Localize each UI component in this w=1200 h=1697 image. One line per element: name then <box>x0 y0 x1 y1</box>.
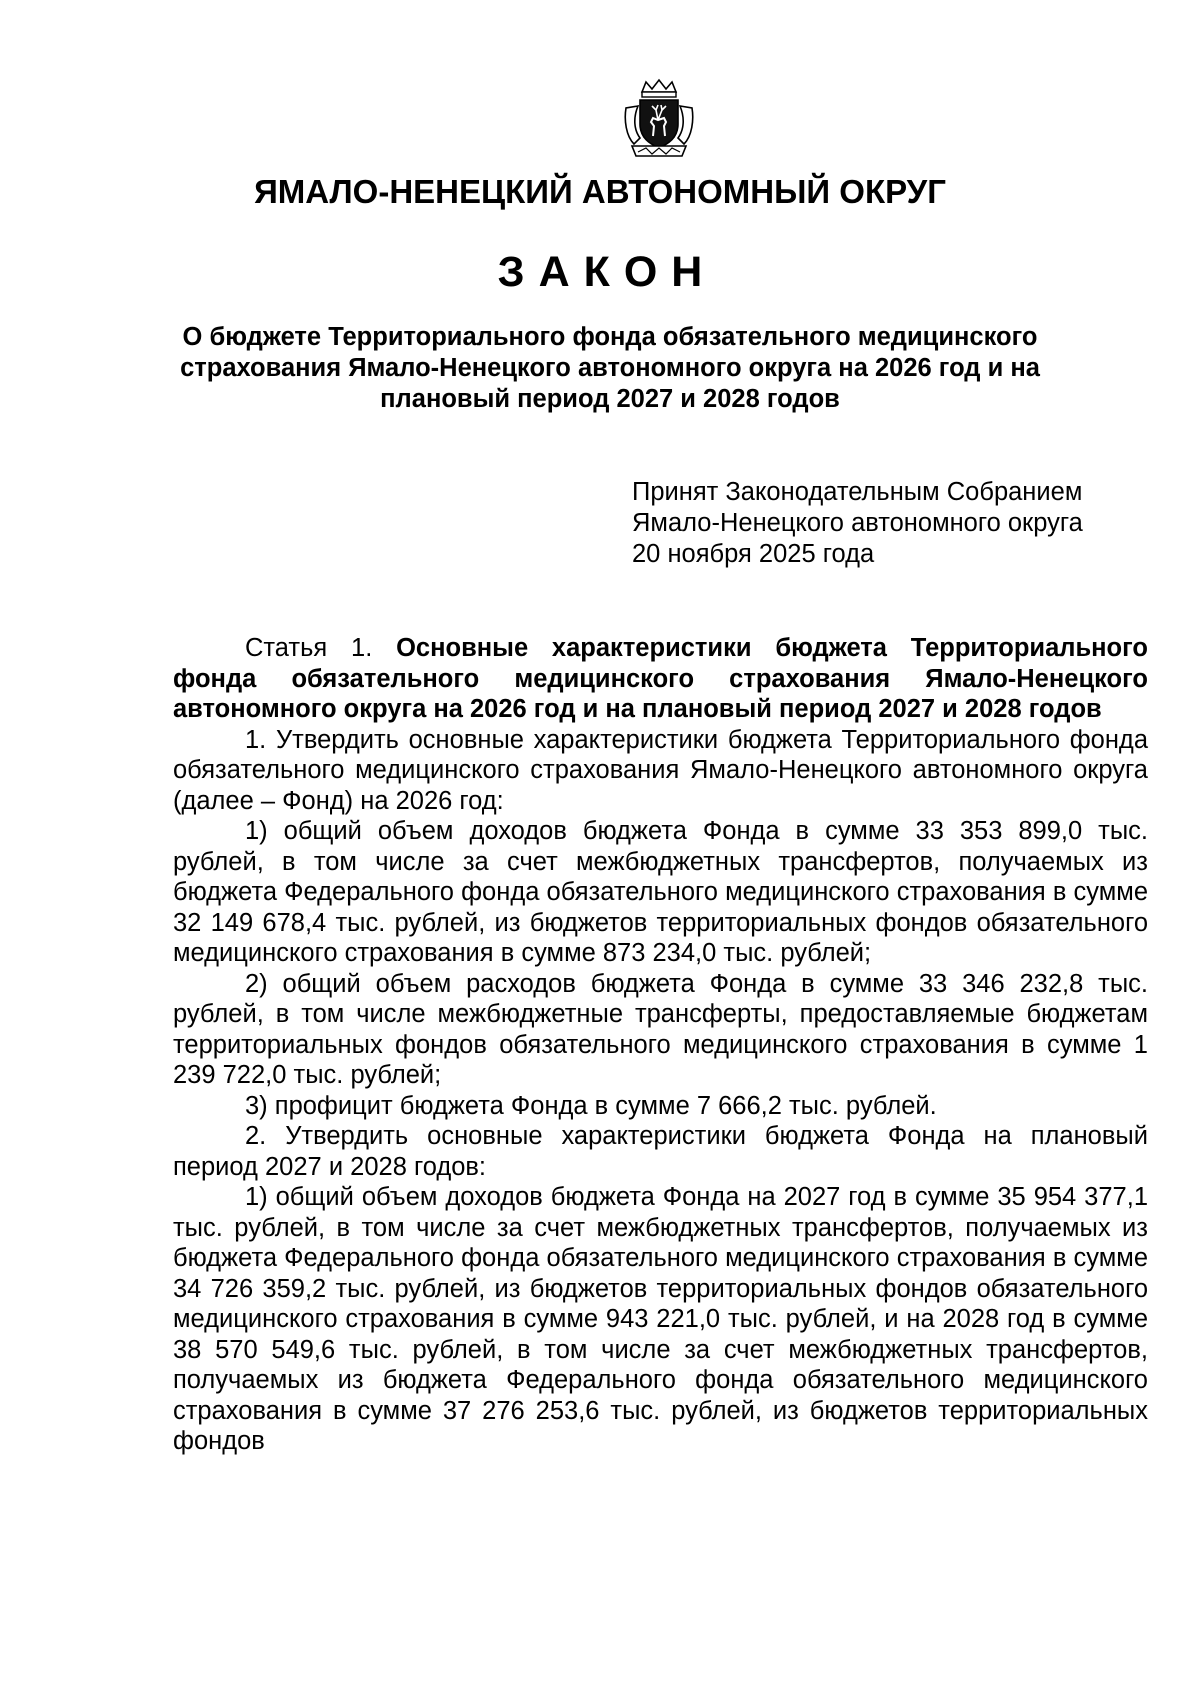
document-type-heading: ЗАКОН <box>497 248 717 296</box>
adoption-block <box>632 477 1152 570</box>
adoption-date: 20 ноября 2025 года <box>632 540 875 568</box>
article-title: Основные характеристики бюджета Территориального фонда обязательного медицинского страхования Ямало-Ненецкого автономного округа на 2026 год и на плановый период 2027 и 2028 годов <box>173 634 1148 723</box>
coat-of-arms-emblem-icon <box>620 78 698 160</box>
paragraph: 1) общий объем доходов бюджета Фонда на 2027 год в сумме 35 954 377,1 тыс. рублей, в том числе за счет межбюджетных трансфертов, получаемых из бюджета Федерального фонда обязательного медицинского страхования в сумме 34 726 359,2 тыс. рублей, из бюджетов территориальных фондов обязательного медицинского страхования в сумме 943 221,0 тыс. рублей, и на 2028 год в сумме 38 570 549,6 тыс. рублей, в том числе за счет межбюджетных трансфертов, получаемых из бюджета Федерального фонда обязательного медицинского страхования в сумме 37 276 253,6 тыс. рублей, из бюджетов территориальных фондов <box>173 1183 1148 1455</box>
paragraph: 1. Утвердить основные характеристики бюджета Территориального фонда обязательного медицинского страхования Ямало-Ненецкого автономного округа (далее – Фонд) на 2026 год: <box>173 725 1148 815</box>
article-label: Статья 1. <box>245 634 373 662</box>
paragraph: 2) общий объем расходов бюджета Фонда в сумме 33 346 232,8 тыс. рублей, в том числе межбюджетные трансферты, предоставляемые бюджетам территориальных фондов обязательного медицинского страхования в сумме 1 239 722,0 тыс. рублей; <box>173 969 1148 1089</box>
region-name: ЯМАЛО-НЕНЕЦКИЙ АВТОНОМНЫЙ ОКРУГ <box>254 173 946 210</box>
article-heading <box>173 633 1148 725</box>
adoption-line: Ямало-Ненецкого автономного округа <box>632 509 1083 537</box>
adoption-line: Принят Законодательным Собранием <box>632 478 1083 506</box>
paragraph: 1) общий объем доходов бюджета Фонда в сумме 33 353 899,0 тыс. рублей, в том числе за счет межбюджетных трансфертов, получаемых из бюджета Федерального фонда обязательного медицинского страхования в сумме 32 149 678,4 тыс. рублей, из бюджетов территориальных фондов обязательного медицинского страхования в сумме 873 234,0 тыс. рублей; <box>173 817 1148 967</box>
paragraph: 3) профицит бюджета Фонда в сумме 7 666,2 тыс. рублей. <box>245 1091 937 1120</box>
article-body <box>173 633 1148 1457</box>
paragraph: 2. Утвердить основные характеристики бюджета Фонда на плановый период 2027 и 2028 годов: <box>173 1122 1148 1181</box>
law-title: О бюджете Территориального фонда обязательного медицинского страхования Ямало-Ненецкого автономного округа на 2026 год и на плановый период 2027 и 2028 годов <box>180 323 1040 413</box>
